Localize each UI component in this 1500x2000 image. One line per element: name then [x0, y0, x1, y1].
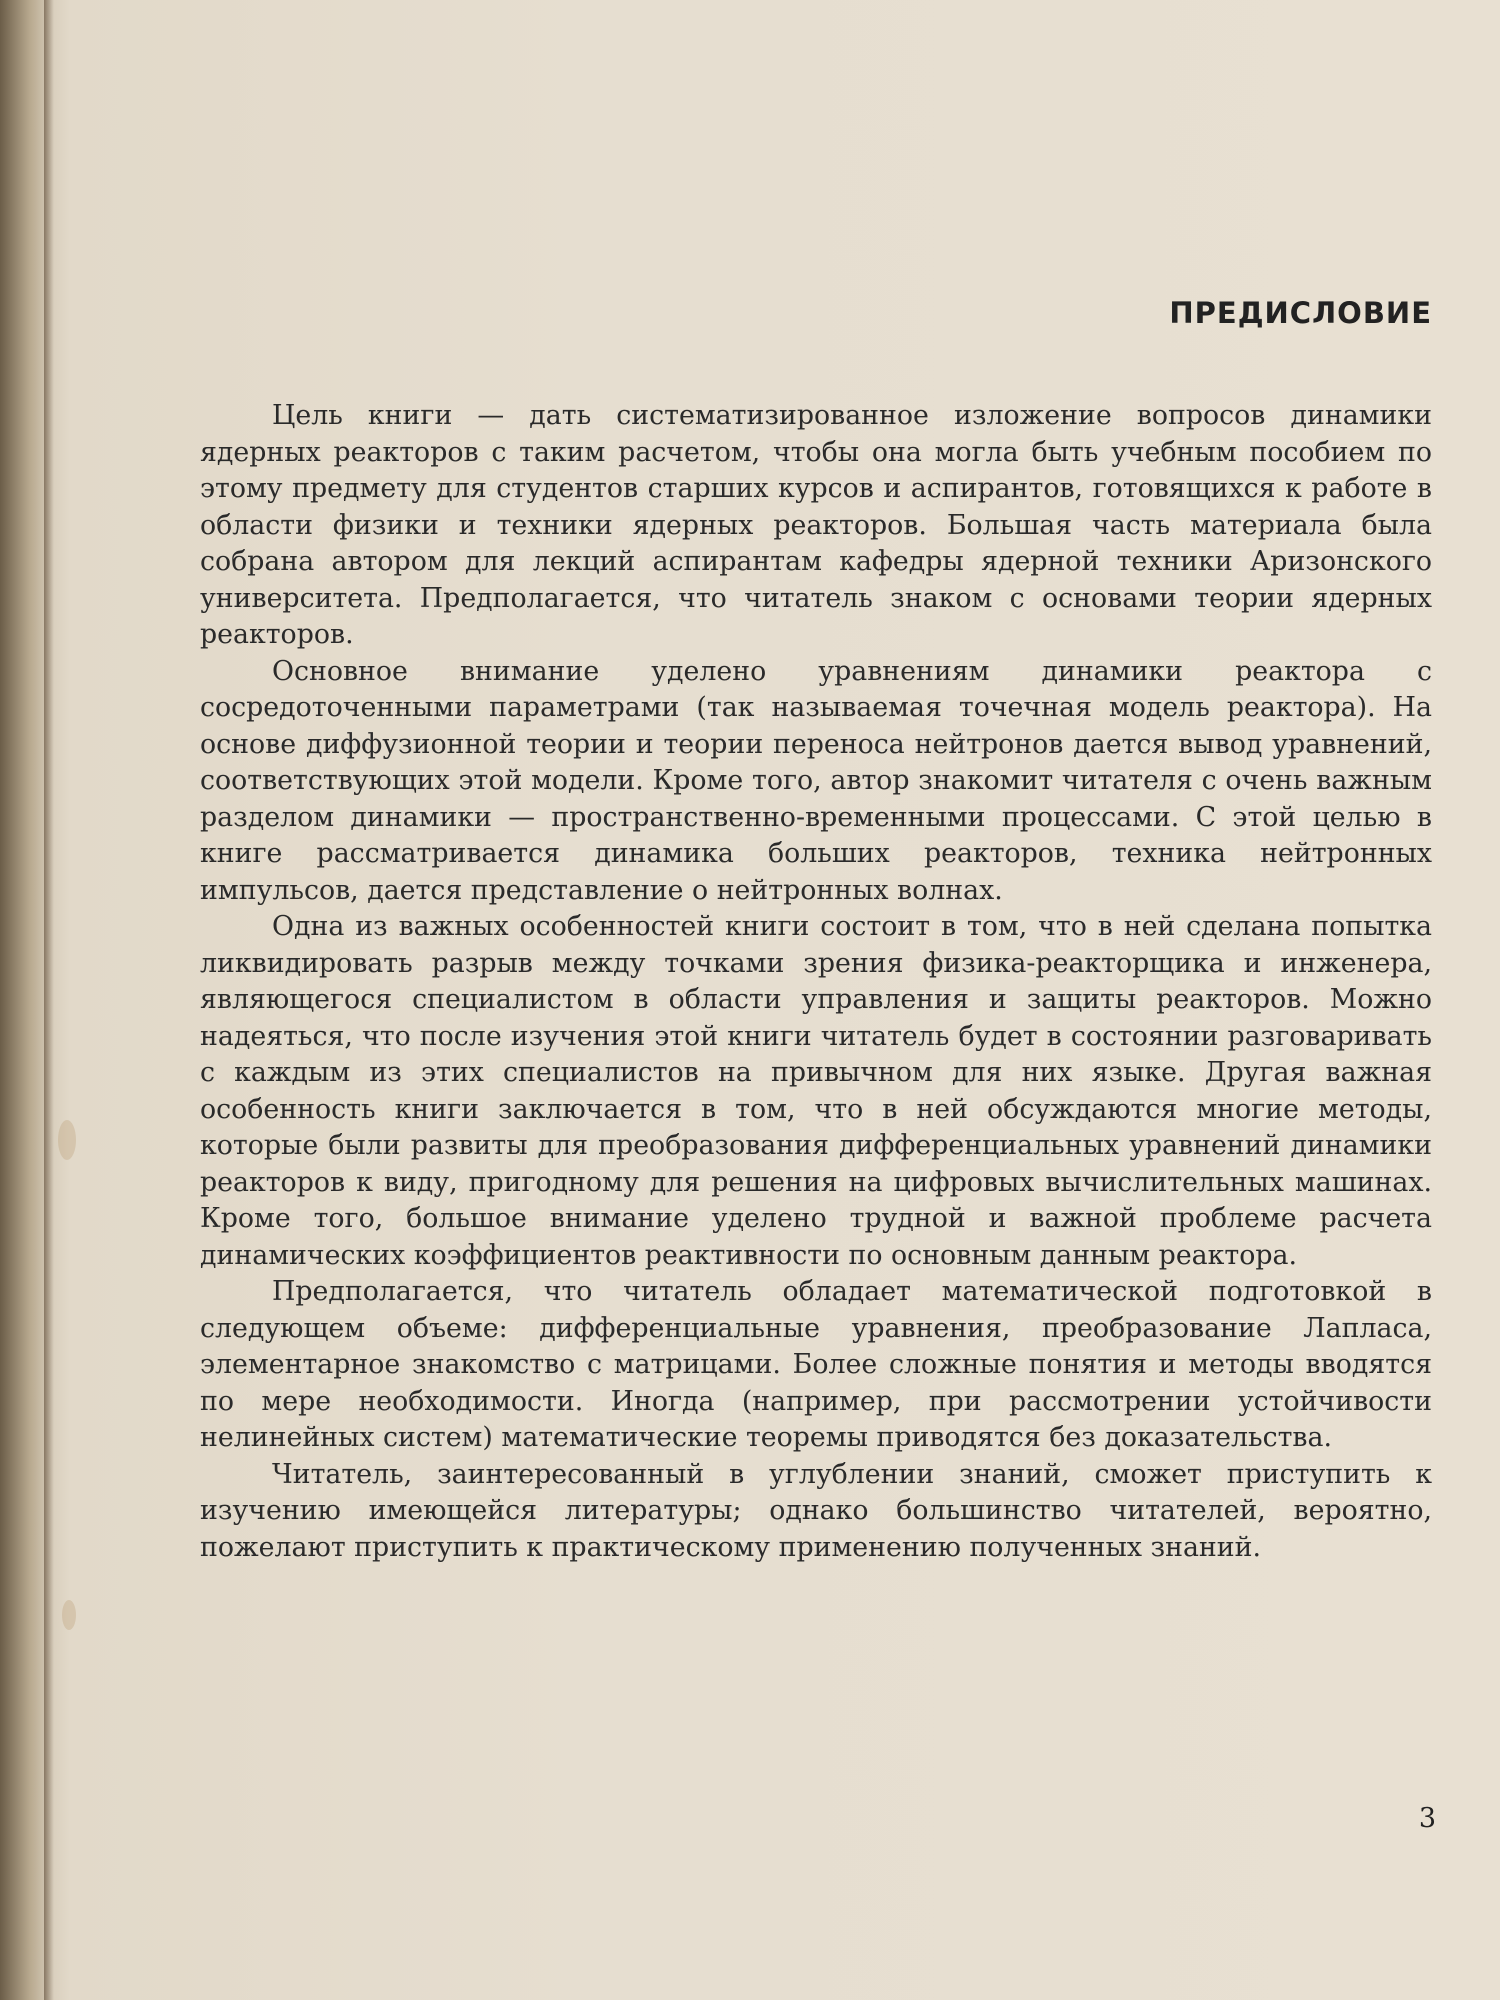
paragraph: Одна из важных особенностей книги состоит в том, что в ней сделана попытка ликвидировать разрыв между точками зрения физика-реакторщика и инженера, являющегося специалистом в области управления и защиты реакторов. Можно надеяться, что после изучения этой книги читатель будет в состоянии разговаривать с каждым из этих специалистов на привычном для них языке. Другая важная особенность книги заключается в том, что в ней обсуждаются многие методы, которые были развиты для преобразования дифференциальных уравнений динамики реакторов к виду, пригодному для решения на цифровых вычислительных машинах. Кроме того, большое внимание уделено трудной и важной проблеме расчета динамических коэффициентов реактивности по основным данным реактора.: [200, 911, 1432, 1271]
spine-shadow: [44, 0, 54, 2000]
paragraph: Предполагается, что читатель обладает математической подготовкой в следующем объеме: дифференциальные уравнения, преобразование Лапласа, элементарное знакомство с матрицами. Более сложные понятия и методы вводятся по мере необходимости. Иногда (например, при рассмотрении устойчивости нелинейных систем) математические теоремы приводятся без доказательства.: [200, 1276, 1432, 1453]
page-number: 3: [1418, 1803, 1436, 1834]
paragraph: Цель книги — дать систематизированное изложение вопросов динамики ядерных реакторов с таким расчетом, чтобы она могла быть учебным пособием по этому предмету для студентов старших курсов и аспирантов, готовящихся к работе в области физики и техники ядерных реакторов. Большая часть материала была собрана автором для лекций аспирантам кафедры ядерной техники Аризонского университета. Предполагается, что читатель знаком с основами теории ядерных реакторов.: [200, 400, 1432, 650]
page-heading: ПРЕДИСЛОВИЕ: [1169, 296, 1432, 330]
body-text: [200, 398, 1432, 1566]
paper-stain: [58, 1120, 76, 1160]
paragraph: Читатель, заинтересованный в углублении знаний, сможет приступить к изучению имеющейся литературы; однако большинство читателей, вероятно, пожелают приступить к практическому применению полученных знаний.: [200, 1458, 1432, 1563]
paragraph: Основное внимание уделено уравнениям динамики реактора с сосредоточенными параметрами (так называемая точечная модель реактора). На основе диффузионной теории и теории переноса нейтронов дается вывод уравнений, соответствующих этой модели. Кроме того, автор знакомит читателя с очень важным разделом динамики — пространственно-временными процессами. С этой целью в книге рассматривается динамика больших реакторов, техника нейтронных импульсов, дается представление о нейтронных волнах.: [200, 655, 1432, 906]
paper-stain: [62, 1600, 76, 1630]
